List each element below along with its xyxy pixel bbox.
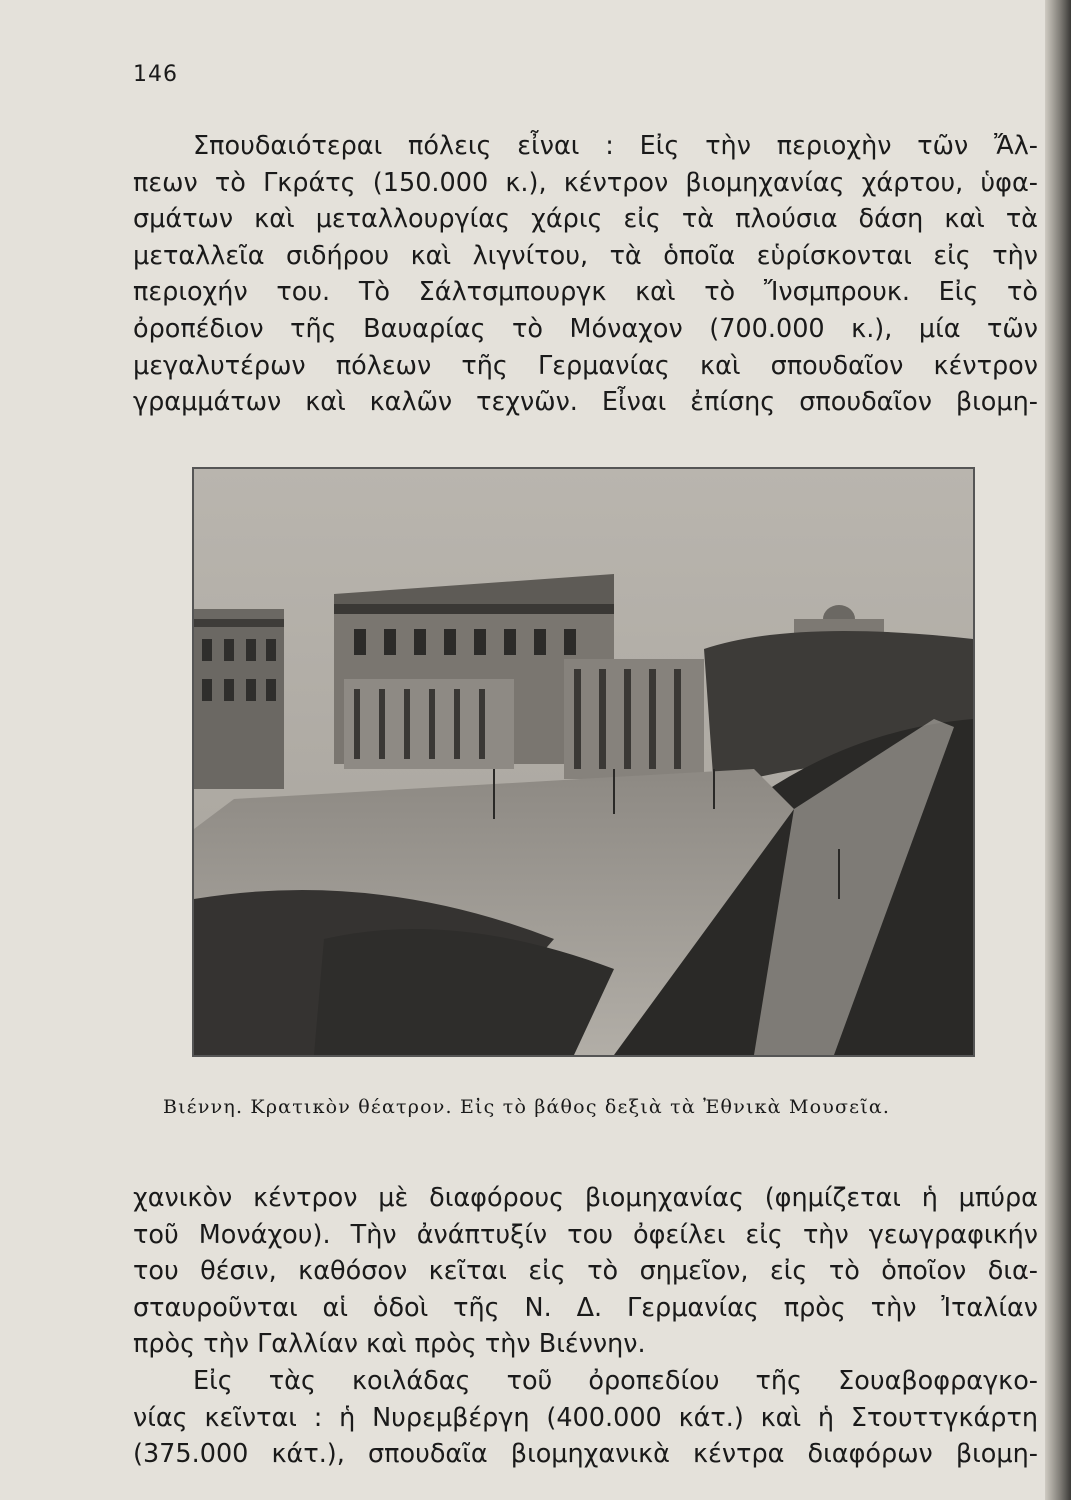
text-line: σταυροῦνται αἱ ὁδοὶ τῆς Ν. Δ. Γερμανίας πρὸς τὴν Ἰταλίαν xyxy=(133,1292,1038,1323)
paragraph-bottom xyxy=(133,1180,1038,1473)
paragraph-top xyxy=(133,128,1038,421)
text-line: περιοχήν του. Τὸ Σάλτσμπουργκ καὶ τὸ Ἴνσμπρουκ. Εἰς τὸ xyxy=(133,277,1038,308)
text-line: ὀροπέδιον τῆς Βαυαρίας τὸ Μόναχον (700.000 κ.), μία τῶν xyxy=(133,313,1038,344)
text-line: μεταλλεῖα σιδήρου καὶ λιγνίτου, τὰ ὁποῖα εὑρίσκονται εἰς τὴν xyxy=(133,240,1038,271)
text-line: Εἰς τὰς κοιλάδας τοῦ ὀροπεδίου τῆς Σουαβοφραγκο- xyxy=(193,1365,1038,1396)
page-number: 146 xyxy=(133,62,178,87)
figure-caption: Βιέννη. Κρατικὸν θέατρον. Εἰς τὸ βάθος δεξιὰ τὰ Ἐθνικὰ Μουσεῖα. xyxy=(163,1096,891,1118)
vienna-theatre-photo xyxy=(192,467,975,1057)
text-line: γραμμάτων καὶ καλῶν τεχνῶν. Εἶναι ἐπίσης σπουδαῖον βιομη- xyxy=(133,387,1038,418)
text-line: μεγαλυτέρων πόλεων τῆς Γερμανίας καὶ σπουδαῖον κέντρον xyxy=(133,350,1038,381)
text-line: του θέσιν, καθόσον κεῖται εἰς τὸ σημεῖον, εἰς τὸ ὁποῖον δια- xyxy=(133,1256,1038,1287)
text-line: τοῦ Μονάχου). Τὴν ἀνάπτυξίν του ὀφείλει εἰς τὴν γεωγραφικήν xyxy=(133,1219,1038,1250)
text-line: πεων τὸ Γκράτς (150.000 κ.), κέντρον βιομηχανίας χάρτου, ὑφα- xyxy=(133,167,1038,198)
text-line: χανικὸν κέντρον μὲ διαφόρους βιομηχανίας (φημίζεται ἡ μπύρα xyxy=(133,1183,1038,1213)
text-line: πρὸς τὴν Γαλλίαν καὶ πρὸς τὴν Βιέννην. xyxy=(133,1329,646,1360)
text-line: Σπουδαιότεραι πόλεις εἶναι : Εἰς τὴν περιοχὴν τῶν Ἄλ- xyxy=(193,131,1038,161)
text-line: (375.000 κάτ.), σπουδαῖα βιομηχανικὰ κέντρα διαφόρων βιομη- xyxy=(133,1439,1038,1470)
book-spine-shadow xyxy=(1045,0,1071,1500)
text-line: σμάτων καὶ μεταλλουργίας χάρις εἰς τὰ πλούσια δάση καὶ τὰ xyxy=(133,204,1038,235)
text-line: νίας κεῖνται : ἡ Νυρεμβέργη (400.000 κάτ.) καὶ ἡ Στουττγκάρτη xyxy=(133,1402,1038,1433)
